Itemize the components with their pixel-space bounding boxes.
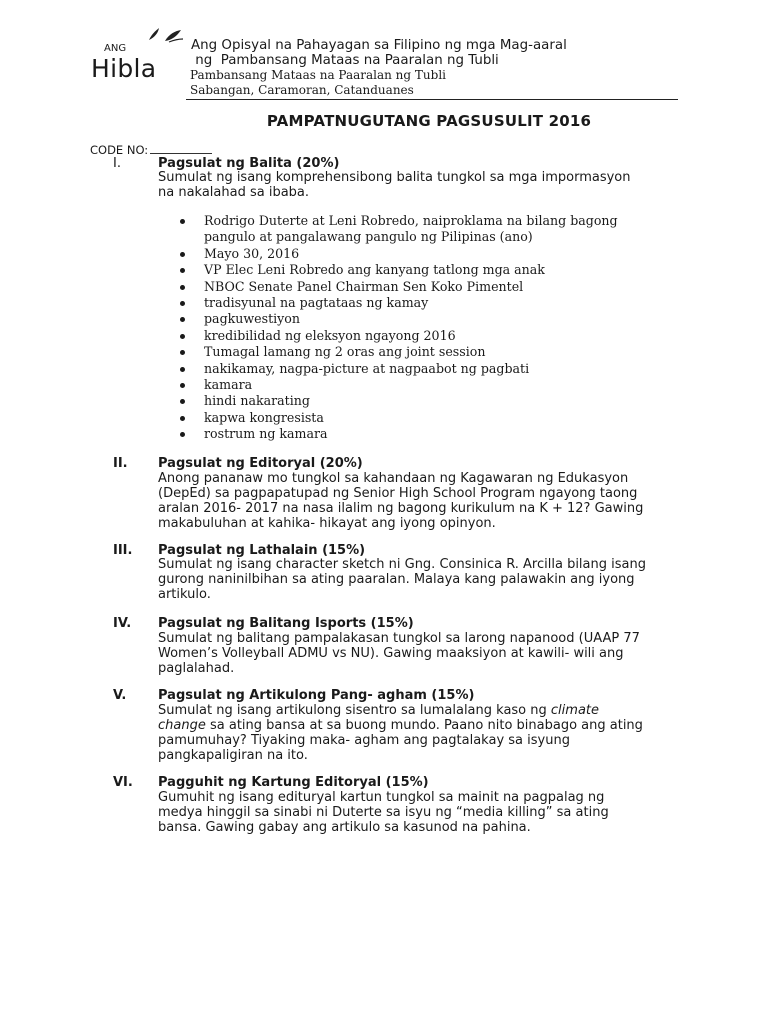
instruction-line: paglalahad.: [158, 661, 235, 676]
section-heading: Pagsulat ng Balita (20%): [158, 156, 340, 171]
section-heading: Pagguhit ng Kartung Editoryal (15%): [158, 775, 429, 790]
list-item: tradisyunal na pagtataas ng kamay: [180, 295, 618, 311]
instruction-line: na nakalahad sa ibaba.: [158, 185, 310, 200]
instruction-line: aralan 2016- 2017 na nasa ilalim ng bagong kurikulum na K + 12? Gawing: [158, 501, 644, 516]
section-instructions: [158, 631, 668, 676]
section-heading: Pagsulat ng Balitang Isports (15%): [158, 616, 414, 631]
section-number: VI.: [113, 775, 133, 790]
list-item: kamara: [180, 377, 618, 393]
logo-name: Hibla: [91, 54, 157, 83]
list-item: nakikamay, nagpa-picture at nagpaabot ng pagbati: [180, 361, 618, 377]
section-number: II.: [113, 456, 128, 471]
section-number: IV.: [113, 616, 132, 631]
instruction-line: pamumuhay? Tiyaking maka- agham ang pagtalakay sa isyung: [158, 733, 570, 748]
instruction-line: (DepEd) sa pagpapatupad ng Senior High School Program ngayong taong: [158, 486, 638, 501]
section-number: I.: [113, 156, 121, 171]
list-item: kredibilidad ng eleksyon ngayong 2016: [180, 328, 618, 344]
list-item: NBOC Senate Panel Chairman Sen Koko Pimentel: [180, 279, 618, 295]
instruction-line: Gumuhit ng isang edituryal kartun tungkol sa mainit na pagpalag ng: [158, 790, 605, 805]
instruction-line: Women’s Volleyball ADMU vs NU). Gawing maaksiyon at kawili- wili ang: [158, 646, 624, 661]
section-number: III.: [113, 543, 133, 558]
news-facts-list: [180, 213, 618, 443]
bullet-icon: [180, 416, 185, 421]
list-item: Tumagal lamang ng 2 oras ang joint session: [180, 344, 618, 360]
section-number: V.: [113, 688, 127, 703]
instruction-line: pangkapaligiran na ito.: [158, 748, 308, 763]
instruction-line: Sumulat ng isang character sketch ni Gng. Consinica R. Arcilla bilang isang: [158, 557, 646, 572]
masthead-tagline-school: ng Pambansang Mataas na Paaralan ng Tubli: [191, 53, 499, 68]
bullet-icon: [180, 219, 185, 224]
section-instructions: [158, 471, 668, 531]
bullet-icon: [180, 252, 185, 257]
section-heading: Pagsulat ng Editoryal (20%): [158, 456, 363, 471]
section-heading: Pagsulat ng Lathalain (15%): [158, 543, 366, 558]
bullet-icon: [180, 334, 185, 339]
bullet-icon: [180, 285, 185, 290]
instruction-line: gurong naninilbihan sa ating paaralan. Malaya kang palawakin ang iyong: [158, 572, 635, 587]
bullet-icon: [180, 268, 185, 273]
bullet-icon: [180, 367, 185, 372]
code-number-label: CODE NO:: [90, 143, 149, 157]
list-item: hindi nakarating: [180, 393, 618, 409]
instruction-line: Anong pananaw mo tungkol sa kahandaan ng Kagawaran ng Edukasyon: [158, 471, 629, 486]
section-instructions: [158, 790, 668, 835]
list-item: kapwa kongresista: [180, 410, 618, 426]
exam-title: PAMPATNUGUTANG PAGSUSULIT 2016: [266, 112, 592, 130]
list-item: Rodrigo Duterte at Leni Robredo, naiproklama na bilang bagong pangulo at pangalawang pangulo ng Pilipinas (ano): [180, 213, 618, 246]
instruction-line: makabuluhan at kahika- hikayat ang iyong opinyon.: [158, 516, 496, 531]
bullet-icon: [180, 301, 185, 306]
leaf-logo-icon: [147, 26, 185, 44]
bullet-icon: [180, 350, 185, 355]
logo-prefix: ANG: [104, 43, 127, 54]
instruction-line: change sa ating bansa at sa buong mundo. Paano nito binabago ang ating: [158, 718, 643, 733]
code-number-blank: [150, 144, 212, 154]
section-instructions: [158, 703, 668, 763]
instruction-line: Sumulat ng isang komprehensibong balita tungkol sa mga impormasyon: [158, 170, 631, 185]
bullet-icon: [180, 383, 185, 388]
section-instructions: [158, 170, 668, 200]
list-item: VP Elec Leni Robredo ang kanyang tatlong mga anak: [180, 262, 618, 278]
bullet-icon: [180, 432, 185, 437]
bullet-icon: [180, 399, 185, 404]
section-instructions: [158, 557, 668, 602]
school-name: Pambansang Mataas na Paaralan ng Tubli: [190, 68, 446, 82]
school-address: Sabangan, Caramoran, Catanduanes: [190, 83, 414, 97]
instruction-line: Sumulat ng isang artikulong sisentro sa lumalalang kaso ng climate: [158, 703, 600, 718]
masthead-tagline: Ang Opisyal na Pahayagan sa Filipino ng mga Mag-aaral: [191, 38, 567, 53]
instruction-line: bansa. Gawing gabay ang artikulo sa kasunod na pahina.: [158, 820, 531, 835]
instruction-line: Sumulat ng balitang pampalakasan tungkol sa larong napanood (UAAP 77: [158, 631, 640, 646]
code-number-field: [90, 143, 212, 157]
section-heading: Pagsulat ng Artikulong Pang- agham (15%): [158, 688, 475, 703]
instruction-line: artikulo.: [158, 587, 211, 602]
bullet-icon: [180, 317, 185, 322]
list-item: pagkuwestiyon: [180, 311, 618, 327]
list-item: Mayo 30, 2016: [180, 246, 618, 262]
instruction-line: medya hinggil sa sinabi ni Duterte sa isyu ng “media killing” sa ating: [158, 805, 609, 820]
masthead-divider: [186, 99, 678, 100]
list-item: rostrum ng kamara: [180, 426, 618, 442]
